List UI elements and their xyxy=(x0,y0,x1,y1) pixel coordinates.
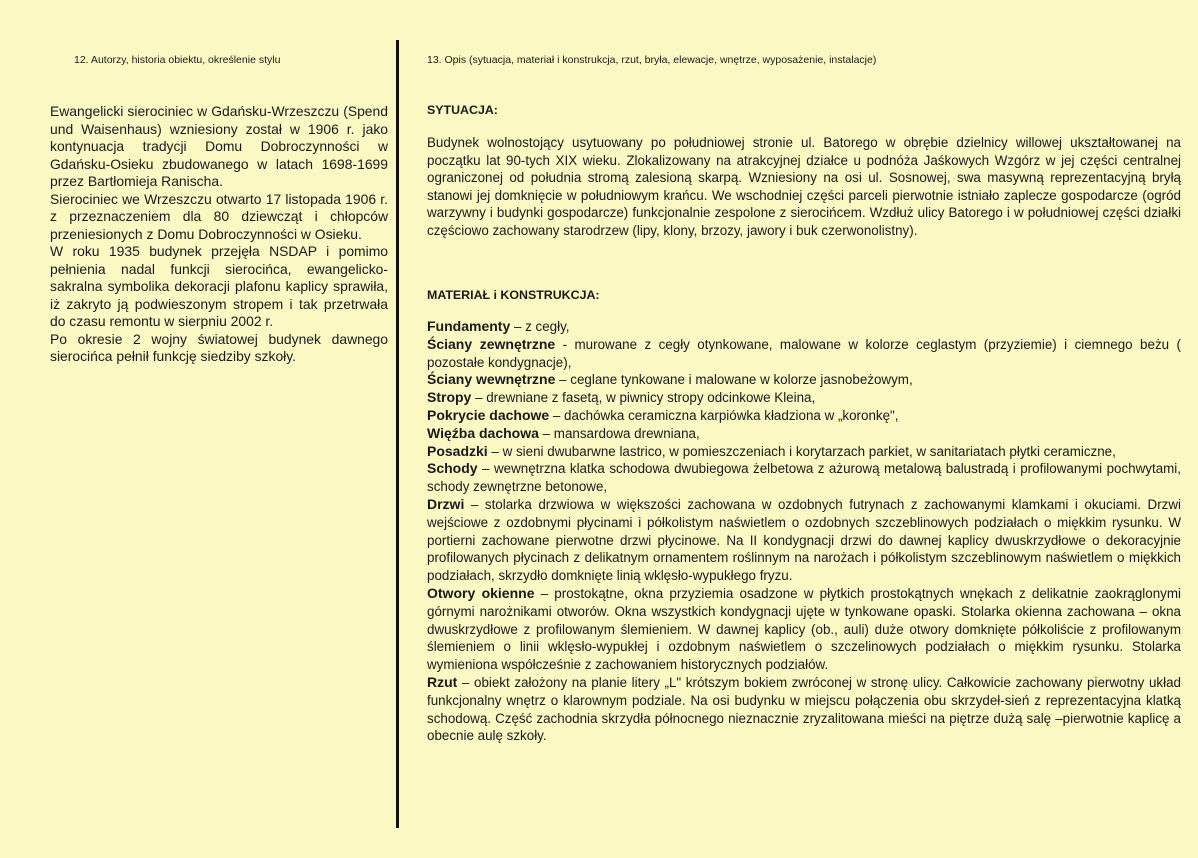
item-label: Rzut xyxy=(427,673,458,690)
item-label: Otwory okienne xyxy=(427,584,535,601)
column-divider xyxy=(396,40,399,828)
history-paragraph: Ewangelicki sierociniec w Gdańsku-Wrzeszczu (Spend und Waisenhaus) wzniesiony został w 1906 r. jako kontynuacja tradycji Domu Dobroczynności w Gdańsku-Osieku zbudowanego w latach 1698-1699 przez Bartłomieja Ranischa. xyxy=(50,103,388,189)
material-item xyxy=(427,371,1181,389)
item-label: Drzwi xyxy=(427,495,465,512)
material-list xyxy=(427,318,1181,745)
situation-title: SYTUACJA: xyxy=(427,103,498,117)
material-item xyxy=(427,674,1181,745)
situation-text: Budynek wolnostojący usytuowany po południowej stronie ul. Batorego w obrębie dzielnicy willowej ukształtowanej na początku lat 90-tych XIX wieku. Zlokalizowany na atrakcyjnej działce u podnóża Jaśkowych Wzgórz w jej części centralnej ograniczonej od południa stromą zalesioną skarpą. Wzniesiony na osi ul. Sosnowej, swa masywną reprezentacyjną bryłą stanowi jej domknięcie w południowym krańcu. We wschodniej części parceli pierwotnie istniało zaplecze gospodarcze (ogród warzywny i budynki gospodarcze) funkcjonalnie zespolone z sierocińcem. Wzdłuż ulicy Batorego i w południowej części działki częściowo zachowany starodrzew (lipy, klony, brzozy, jawory i buk czerwonolistny). xyxy=(427,135,1181,238)
item-label: Stropy xyxy=(427,389,472,406)
item-text: – w sieni dwubarwne lastrico, w pomieszczeniach i korytarzach parkiet, w sanitariatach płytki ceramiczne, xyxy=(487,443,1116,459)
history-paragraph: Po okresie 2 wojny światowej budynek dawnego sierocińca pełnił funkcję siedziby szkoły. xyxy=(50,330,388,364)
item-label: Posadzki xyxy=(427,442,488,459)
item-label: Schody xyxy=(427,460,478,477)
item-label: Pokrycie dachowe xyxy=(427,406,550,423)
item-label: Ściany zewnętrzne xyxy=(427,335,556,352)
material-item xyxy=(427,318,1181,336)
history-paragraph: W roku 1935 budynek przejęła NSDAP i pomimo pełnienia nadal funkcji sierocińca, ewangelicko-sakralna symbolika dekoracji plafonu kaplicy sprawiła, iż zakryto ją podwieszonym stropem i tak przetrwała do czasu remontu w sierpniu 2002 r. xyxy=(50,243,388,329)
item-text: – wewnętrzna klatka schodowa dwubiegowa żelbetowa z ażurową metalową balustradą i profilowanymi pochwytami, schody zewnętrzne betonowe, xyxy=(427,461,1181,495)
item-label: Fundamenty xyxy=(427,318,511,334)
item-text: – prostokątne, okna przyziemia osadzone w płytkich prostokątnych wnękach z delikatnie zaokrąglonymi górnymi narożnikami otworów. Okna wszystkich kondygnacji ujęte w tynkowane opaski. Stolarka okienna zachowana – okna dwuskrzydłowe z profilowanym ślemieniem. W dawnej kaplicy (ob., auli) duże otwory domknięte półkoliście z profilowanym ślemieniem o linii wklęsło-wypukłej i ozdobnym naświetlem o szczelinowych podziałach o miękkim rysunku. Stolarka wymieniona współcześnie z zachowaniem historycznych podziałów. xyxy=(427,585,1181,673)
item-label: Ściany wewnętrzne xyxy=(427,371,556,388)
material-item xyxy=(427,389,1181,407)
item-label: Więźba dachowa xyxy=(427,424,539,441)
item-text: – stolarka drzwiowa w większości zachowana w ozdobnych futrynach z zachowanymi klamkami i okuciami. Drzwi wejściowe z ozdobnymi płycinami i półkolistym naświetlem o ozdobnych szczeblinowych podziałach o miękkim rysunku. W portierni zachowane pierwotne drzwi płycinowe. Na II kondygnacji drzwi do dawnej kaplicy dwuskrzydłowe o dekoracyjnie profilowanych płycinach z delikatnym ornamentem roślinnym na narożach i półkolistym szczeblinowym naświetlem o miękkich podziałach, skrzydło domknięte linią wklęsło-wypukłego fryzu. xyxy=(427,496,1181,584)
item-text: – dachówka ceramiczna karpiówka kładziona w „koronkę", xyxy=(549,407,899,423)
item-text: – obiekt założony na planie litery „L" krótszym bokiem zwróconej w stronę ulicy. Całkowicie zachowany pierwotny układ funkcjonalny wnętrz o klarownym podziale. Na osi budynku w miejscu połączenia obu skrzydeł-sień z reprezentacyjna klatką schodową. Część zachodnia skrzydła północnego nieznacznie zryzalitowana mieści na piętrze dużą salę –pierwotnie kaplicę a obecnie aulę szkoły. xyxy=(427,674,1181,744)
right-column-heading: 13. Opis (sytuacja, materiał i konstrukcja, rzut, bryła, elewacje, wnętrze, wyposażenie, instalacje) xyxy=(427,54,877,66)
item-text: – mansardowa drewniana, xyxy=(538,425,700,441)
material-item xyxy=(427,496,1181,585)
item-text: – ceglane tynkowane i malowane w kolorze jasnobeżowym, xyxy=(555,372,913,388)
item-text: – drewniane z fasetą, w piwnicy stropy odcinkowe Kleina, xyxy=(471,390,816,406)
history-text xyxy=(50,103,388,366)
material-item xyxy=(427,443,1181,461)
material-item xyxy=(427,407,1181,425)
material-item xyxy=(427,585,1181,674)
item-text: – z cegły, xyxy=(510,319,570,334)
left-column-heading: 12. Autorzy, historia obiektu, określenie stylu xyxy=(74,54,281,66)
material-title: MATERIAŁ i KONSTRUKCJA: xyxy=(427,288,600,302)
material-item xyxy=(427,336,1181,372)
material-item xyxy=(427,460,1181,496)
item-text: - murowane z cegły otynkowane, malowane w kolorze ceglastym (przyziemie) i ciemnego beżu ( pozostałe kondygnacje), xyxy=(427,336,1181,370)
history-paragraph: Sierociniec we Wrzeszczu otwarto 17 listopada 1906 r. z przeznaczeniem dla 80 dziewcząt i chłopców przeniesionych z Domu Dobroczynności w Osieku. xyxy=(50,190,388,242)
material-item xyxy=(427,425,1181,443)
